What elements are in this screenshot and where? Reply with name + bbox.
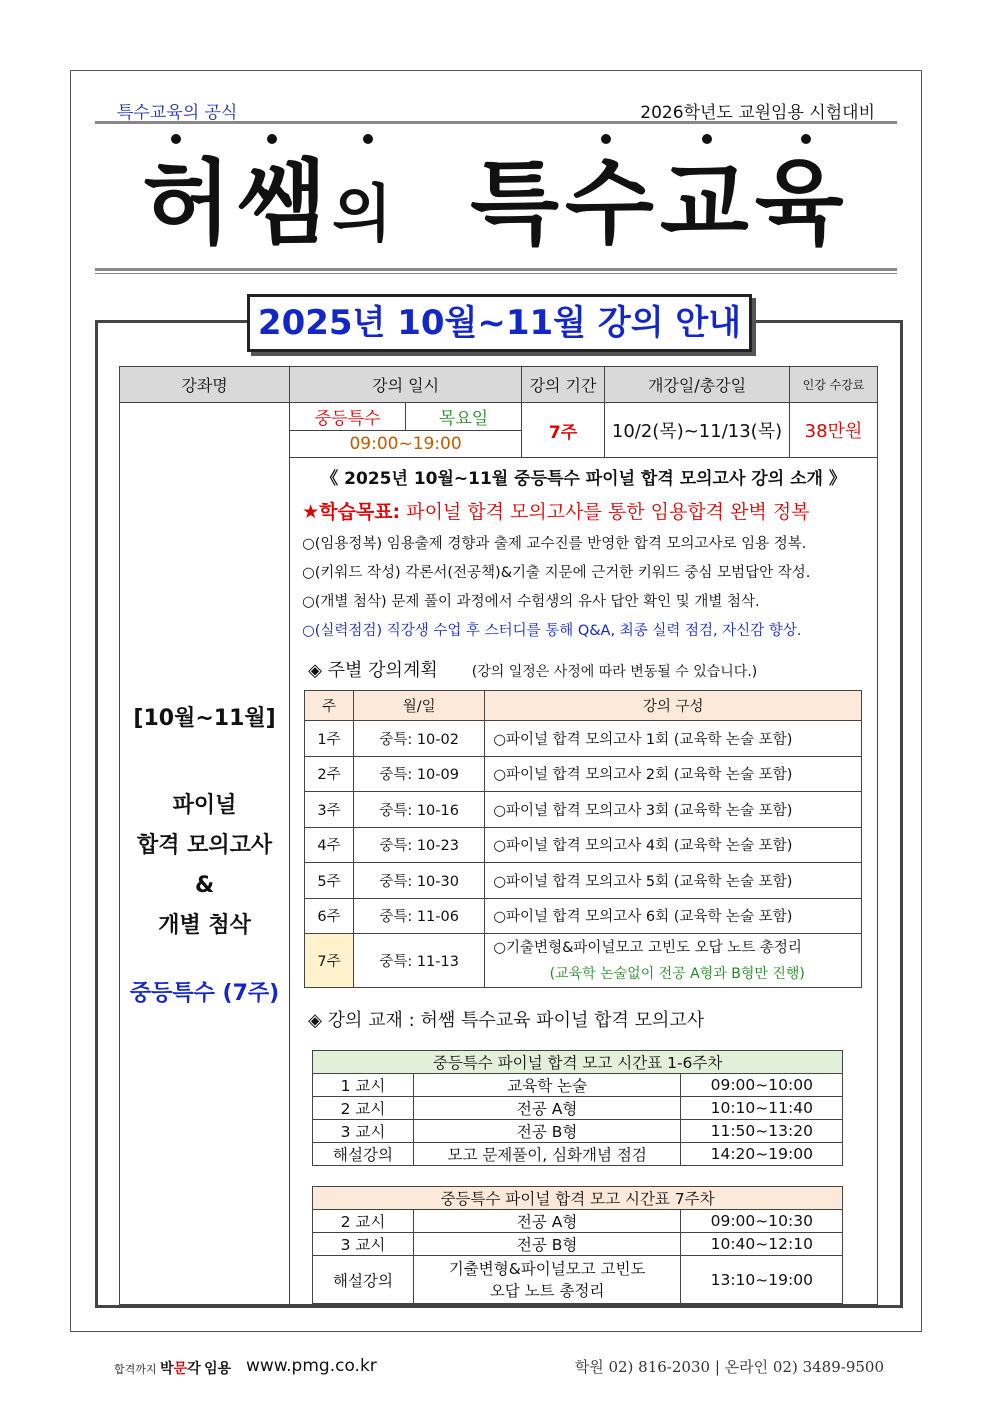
period-cell: 3 교시 bbox=[313, 1233, 414, 1256]
bullet-suffix: . bbox=[754, 594, 760, 610]
title-name: 허쌤 bbox=[142, 150, 333, 257]
bullet-prefix: ○(키워드 작성) bbox=[302, 565, 406, 581]
logo-brand-c: 각 bbox=[187, 1361, 201, 1377]
timetable-caption: 중등특수 파이널 합격 모고 시간표 1-6주차 bbox=[313, 1051, 843, 1074]
bullet-item: ○(실력점검) 직강생 수업 후 스터디를 통해 Q&A, 최종 실력 점검, 자신감 향상. bbox=[302, 623, 802, 639]
table-row bbox=[313, 1120, 843, 1143]
logo-brand-a: 박 bbox=[160, 1361, 174, 1377]
week-cell: 5주 bbox=[305, 863, 354, 899]
course-name-line: 파이널 bbox=[172, 792, 237, 818]
table-row bbox=[313, 1097, 843, 1120]
week-cell: 7주 bbox=[305, 934, 354, 988]
page-title bbox=[95, 144, 897, 274]
time-cell: 09:00~10:30 bbox=[681, 1210, 843, 1233]
main-title bbox=[95, 124, 897, 274]
week-cell: 3주 bbox=[305, 792, 354, 828]
contact-phones: 학원 02) 816-2030 | 온라인 02) 3489-9500 bbox=[574, 1358, 884, 1376]
table-row bbox=[313, 1256, 843, 1304]
time-cell: 10:40~12:10 bbox=[681, 1233, 843, 1256]
content-cell: ○파이널 합격 모의고사 3회 (교육학 논술 포함) bbox=[485, 792, 862, 828]
logo-brand-b: 문 bbox=[173, 1361, 188, 1377]
decor-dot bbox=[801, 134, 811, 144]
course-name-line: 합격 모의고사 bbox=[136, 832, 273, 858]
bullet-item: ○(임용정복) 임용출제 경향과 출제 교수진를 반영한 합격 모의고사로 임용 정복. bbox=[302, 536, 807, 552]
course-fee: 38만원 bbox=[790, 403, 878, 458]
week-cell: 6주 bbox=[305, 898, 354, 934]
col-header-period: 강의 기간 bbox=[522, 367, 605, 403]
date-cell: 중특: 10-23 bbox=[353, 827, 484, 863]
logo-tail: 임용 bbox=[204, 1361, 232, 1377]
intro-title: 《 2025년 10월~11월 중등특수 파이널 합격 모의고사 강의 소개 》 bbox=[321, 469, 846, 489]
subject-cell: 전공 A형 bbox=[413, 1210, 681, 1233]
date-cell: 중특: 11-06 bbox=[353, 898, 484, 934]
subject-cell: 전공 A형 bbox=[413, 1097, 681, 1120]
footer bbox=[100, 1350, 900, 1386]
content-line: ○기출변형&파이널모고 고빈도 오답 노트 총정리 bbox=[493, 939, 802, 956]
weekly-note: (강의 일정은 사정에 따라 변동될 수 있습니다.) bbox=[471, 664, 758, 680]
week-cell: 2주 bbox=[305, 756, 354, 792]
course-track: 중등특수 (7주) bbox=[129, 980, 280, 1006]
table-row bbox=[305, 756, 862, 792]
subject-line: 오답 노트 총정리 bbox=[489, 1281, 605, 1300]
header-row bbox=[95, 96, 897, 124]
weekly-header-content: 강의 구성 bbox=[485, 691, 862, 721]
timetable-caption: 중등특수 파이널 합격 모고 시간표 7주차 bbox=[313, 1187, 843, 1210]
date-cell: 중특: 11-13 bbox=[353, 934, 484, 988]
bullet-suffix: . bbox=[805, 565, 811, 581]
course-category: 중등특수 bbox=[290, 403, 406, 431]
goal-label: ★학습목표: bbox=[302, 501, 401, 523]
date-cell: 중특: 10-09 bbox=[353, 756, 484, 792]
logo-prefix: 합격까지 bbox=[114, 1363, 157, 1376]
time-cell: 14:20~19:00 bbox=[681, 1143, 843, 1166]
course-time: 09:00~19:00 bbox=[290, 431, 522, 458]
period-cell: 2 교시 bbox=[313, 1097, 414, 1120]
table-row bbox=[313, 1233, 843, 1256]
weekly-header-date: 월/일 bbox=[353, 691, 484, 721]
table-row bbox=[313, 1143, 843, 1166]
period-cell: 해설강의 bbox=[313, 1256, 414, 1304]
period-cell: 3 교시 bbox=[313, 1120, 414, 1143]
decor-dot bbox=[267, 134, 277, 144]
subject-cell: 교육학 논술 bbox=[413, 1074, 681, 1097]
content-cell: ○파이널 합격 모의고사 6회 (교육학 논술 포함) bbox=[485, 898, 862, 934]
col-header-dates: 개강일/총강일 bbox=[605, 367, 790, 403]
decor-dot bbox=[702, 134, 712, 144]
publisher-logo bbox=[114, 1358, 231, 1378]
col-header-course: 강좌명 bbox=[120, 367, 290, 403]
bullet-item bbox=[302, 559, 877, 588]
title-particle: 의 bbox=[332, 177, 395, 250]
learning-goal bbox=[302, 497, 877, 524]
header-tagline: 특수교육의 공식 bbox=[117, 103, 238, 123]
date-cell: 중특: 10-16 bbox=[353, 792, 484, 828]
week-cell: 1주 bbox=[305, 721, 354, 757]
goal-text: 파이널 합격 모의고사를 통한 임용합격 완벽 정복 bbox=[400, 501, 810, 523]
course-name-cell bbox=[120, 403, 290, 1305]
course-name-line: & bbox=[194, 872, 215, 898]
course-detail-cell bbox=[290, 458, 878, 1305]
table-row bbox=[305, 934, 862, 988]
course-dates: 10/2(목)~11/13(목) bbox=[605, 403, 790, 458]
course-table bbox=[119, 366, 878, 1305]
section-banner: 2025년 10월~11월 강의 안내 bbox=[247, 294, 752, 352]
course-name-line: 개별 첨삭 bbox=[158, 912, 251, 938]
time-cell: 11:50~13:20 bbox=[681, 1120, 843, 1143]
content-cell: ○파이널 합격 모의고사 5회 (교육학 논술 포함) bbox=[485, 863, 862, 899]
content-cell: ○파이널 합격 모의고사 1회 (교육학 논술 포함) bbox=[485, 721, 862, 757]
course-term: [10월~11월] bbox=[133, 705, 276, 731]
col-header-schedule: 강의 일시 bbox=[290, 367, 522, 403]
weekly-plan-title bbox=[308, 656, 877, 682]
decor-dot bbox=[171, 134, 181, 144]
bullet-item bbox=[302, 588, 877, 617]
bullet-prefix: ○(개별 첨삭) 문제 풀이 과정에서 bbox=[302, 594, 518, 610]
subject-cell: 전공 B형 bbox=[413, 1233, 681, 1256]
period-cell: 해설강의 bbox=[313, 1143, 414, 1166]
weekly-header-week: 주 bbox=[305, 691, 354, 721]
subject-cell bbox=[413, 1256, 681, 1304]
table-row bbox=[305, 863, 862, 899]
date-cell: 중특: 10-02 bbox=[353, 721, 484, 757]
bullet-emphasis: 수험생의 유사 답안 확인 및 개별 첨삭 bbox=[517, 594, 755, 610]
course-day: 목요일 bbox=[406, 403, 522, 431]
timetable-week-7 bbox=[312, 1186, 843, 1304]
subject-cell: 모고 문제풀이, 심화개념 점검 bbox=[413, 1143, 681, 1166]
textbook-title: ◈ 강의 교재 : 허쌤 특수교육 파이널 합격 모의고사 bbox=[308, 1010, 705, 1031]
table-row bbox=[305, 827, 862, 863]
content-cell: ○파이널 합격 모의고사 4회 (교육학 논술 포함) bbox=[485, 827, 862, 863]
period-cell: 2 교시 bbox=[313, 1210, 414, 1233]
table-row bbox=[305, 792, 862, 828]
timetable-weeks-1-6 bbox=[312, 1050, 843, 1166]
subject-cell: 전공 B형 bbox=[413, 1120, 681, 1143]
table-row bbox=[313, 1074, 843, 1097]
table-row bbox=[305, 898, 862, 934]
date-cell: 중특: 10-30 bbox=[353, 863, 484, 899]
content-cell: ○파이널 합격 모의고사 2회 (교육학 논술 포함) bbox=[485, 756, 862, 792]
website-link[interactable]: www.pmg.co.kr bbox=[246, 1356, 377, 1376]
week-cell: 4주 bbox=[305, 827, 354, 863]
decor-dot bbox=[363, 134, 373, 144]
col-header-fee: 인강 수강료 bbox=[790, 367, 878, 403]
title-subject: 특수교육 bbox=[470, 150, 850, 257]
content-cell bbox=[485, 934, 862, 988]
content-note: (교육학 논술없이 전공 A형과 B형만 진행) bbox=[549, 965, 805, 982]
weekly-plan-table bbox=[304, 690, 862, 988]
course-period: 7주 bbox=[522, 403, 605, 458]
time-cell: 13:10~19:00 bbox=[681, 1256, 843, 1304]
table-row bbox=[313, 1210, 843, 1233]
decor-dot bbox=[601, 134, 611, 144]
header-exam-year: 2026학년도 교원임용 시험대비 bbox=[640, 103, 875, 123]
bullet-emphasis: 각론서(전공책)&기출 지문에 근거한 키워드 중심 모범답안 작성 bbox=[405, 565, 806, 581]
title-divider bbox=[95, 268, 897, 274]
weekly-title-text: ◈ 주별 강의계획 bbox=[308, 660, 438, 681]
subject-line: 기출변형&파이널모고 고빈도 bbox=[448, 1259, 646, 1278]
intro-bullets bbox=[302, 530, 877, 646]
time-cell: 09:00~10:00 bbox=[681, 1074, 843, 1097]
time-cell: 10:10~11:40 bbox=[681, 1097, 843, 1120]
period-cell: 1 교시 bbox=[313, 1074, 414, 1097]
table-row bbox=[305, 721, 862, 757]
